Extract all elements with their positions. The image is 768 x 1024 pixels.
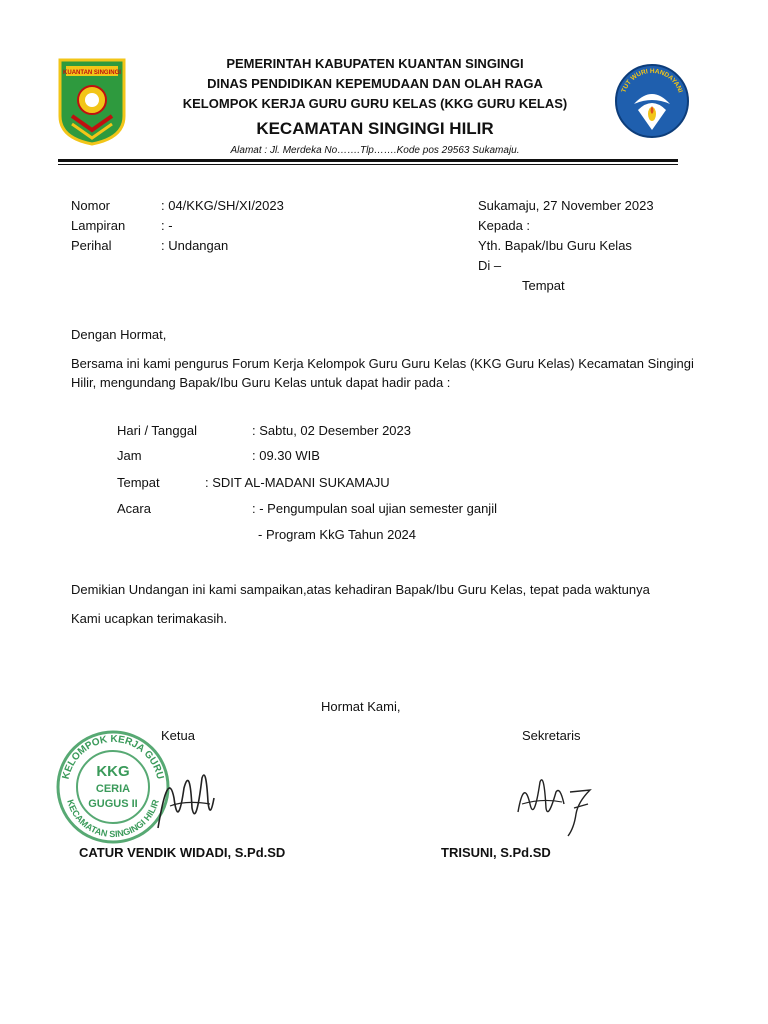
svg-text:CERIA: CERIA xyxy=(95,783,131,795)
svg-text:KECAMATAN SINGINGI HILIR: KECAMATAN SINGINGI HILIR xyxy=(65,798,161,840)
acara-label: Acara xyxy=(117,501,151,516)
intro-line-1: Bersama ini kami pengurus Forum Kerja Kelompok Guru Guru Kelas (KKG Guru Kelas) Kecamatan Singingi xyxy=(71,356,694,371)
hari-label: Hari / Tanggal xyxy=(117,423,197,438)
svg-text:KELOMPOK KERJA GURU: KELOMPOK KERJA GURU xyxy=(60,733,166,781)
acara-value-1: : - Pengumpulan soal ujian semester ganjil xyxy=(252,501,497,516)
ketua-name: CATUR VENDIK WIDADI, S.Pd.SD xyxy=(79,845,286,860)
recipient-tempat: Tempat xyxy=(522,278,565,293)
letter-date: Sukamaju, 27 November 2023 xyxy=(478,198,654,213)
kepada-label: Kepada : xyxy=(478,218,531,233)
header-line-4: KECAMATAN SINGINGI HILIR xyxy=(256,119,494,138)
svg-text:GUGUS II: GUGUS II xyxy=(88,798,138,810)
nomor-value: : 04/KKG/SH/XI/2023 xyxy=(161,198,284,213)
header-rule-thin xyxy=(58,164,678,165)
right-logo-text: TUT WURI HANDAYANI xyxy=(620,67,684,94)
sekretaris-signature xyxy=(512,768,596,840)
tempat-label: Tempat xyxy=(117,475,160,490)
recipient-yth: Yth. Bapak/Ibu Guru Kelas xyxy=(478,238,632,253)
header-rule-thick xyxy=(58,159,678,162)
greeting: Dengan Hormat, xyxy=(71,327,167,342)
header-address: Alamat : Jl. Merdeka No…….Tlp…….Kode pos 29563 Sukamaju. xyxy=(230,145,520,156)
closing-line-2: Kami ucapkan terimakasih. xyxy=(71,611,228,626)
kuantan-singingi-logo xyxy=(58,58,126,146)
sekretaris-label: Sekretaris xyxy=(522,728,581,743)
lampiran-value: : - xyxy=(161,218,173,233)
recipient-di: Di – xyxy=(478,258,502,273)
closing-line-1: Demikian Undangan ini kami sampaikan,atas kehadiran Bapak/Ibu Guru Kelas, tepat pada waktunya xyxy=(71,582,650,597)
jam-label: Jam xyxy=(117,448,142,463)
tempat-value: : SDIT AL-MADANI SUKAMAJU xyxy=(205,475,390,490)
perihal-label: Perihal xyxy=(71,238,112,253)
intro-line-2: Hilir, mengundang Bapak/Ibu Guru Kelas untuk dapat hadir pada : xyxy=(71,375,451,390)
tut-wuri-handayani-logo xyxy=(614,56,690,146)
lampiran-label: Lampiran xyxy=(71,218,126,233)
svg-text:KKG: KKG xyxy=(96,763,130,780)
perihal-value: : Undangan xyxy=(161,238,229,253)
nomor-label: Nomor xyxy=(71,198,111,213)
ketua-signature xyxy=(150,758,220,838)
acara-value-2: - Program KkG Tahun 2024 xyxy=(258,527,417,542)
hormat-kami: Hormat Kami, xyxy=(321,699,401,714)
header-line-2: DINAS PENDIDIKAN KEPEMUDAAN DAN OLAH RAGA xyxy=(207,76,543,91)
header-line-3: KELOMPOK KERJA GURU GURU KELAS (KKG GURU KELAS) xyxy=(182,96,568,111)
left-logo-text: KUANTAN SINGINGI xyxy=(63,70,121,76)
hari-value: : Sabtu, 02 Desember 2023 xyxy=(252,423,411,438)
jam-value: : 09.30 WIB xyxy=(252,448,320,463)
ketua-label: Ketua xyxy=(161,728,195,743)
sekretaris-name: TRISUNI, S.Pd.SD xyxy=(441,845,551,860)
header-line-1: PEMERINTAH KABUPATEN KUANTAN SINGINGI xyxy=(226,56,524,71)
